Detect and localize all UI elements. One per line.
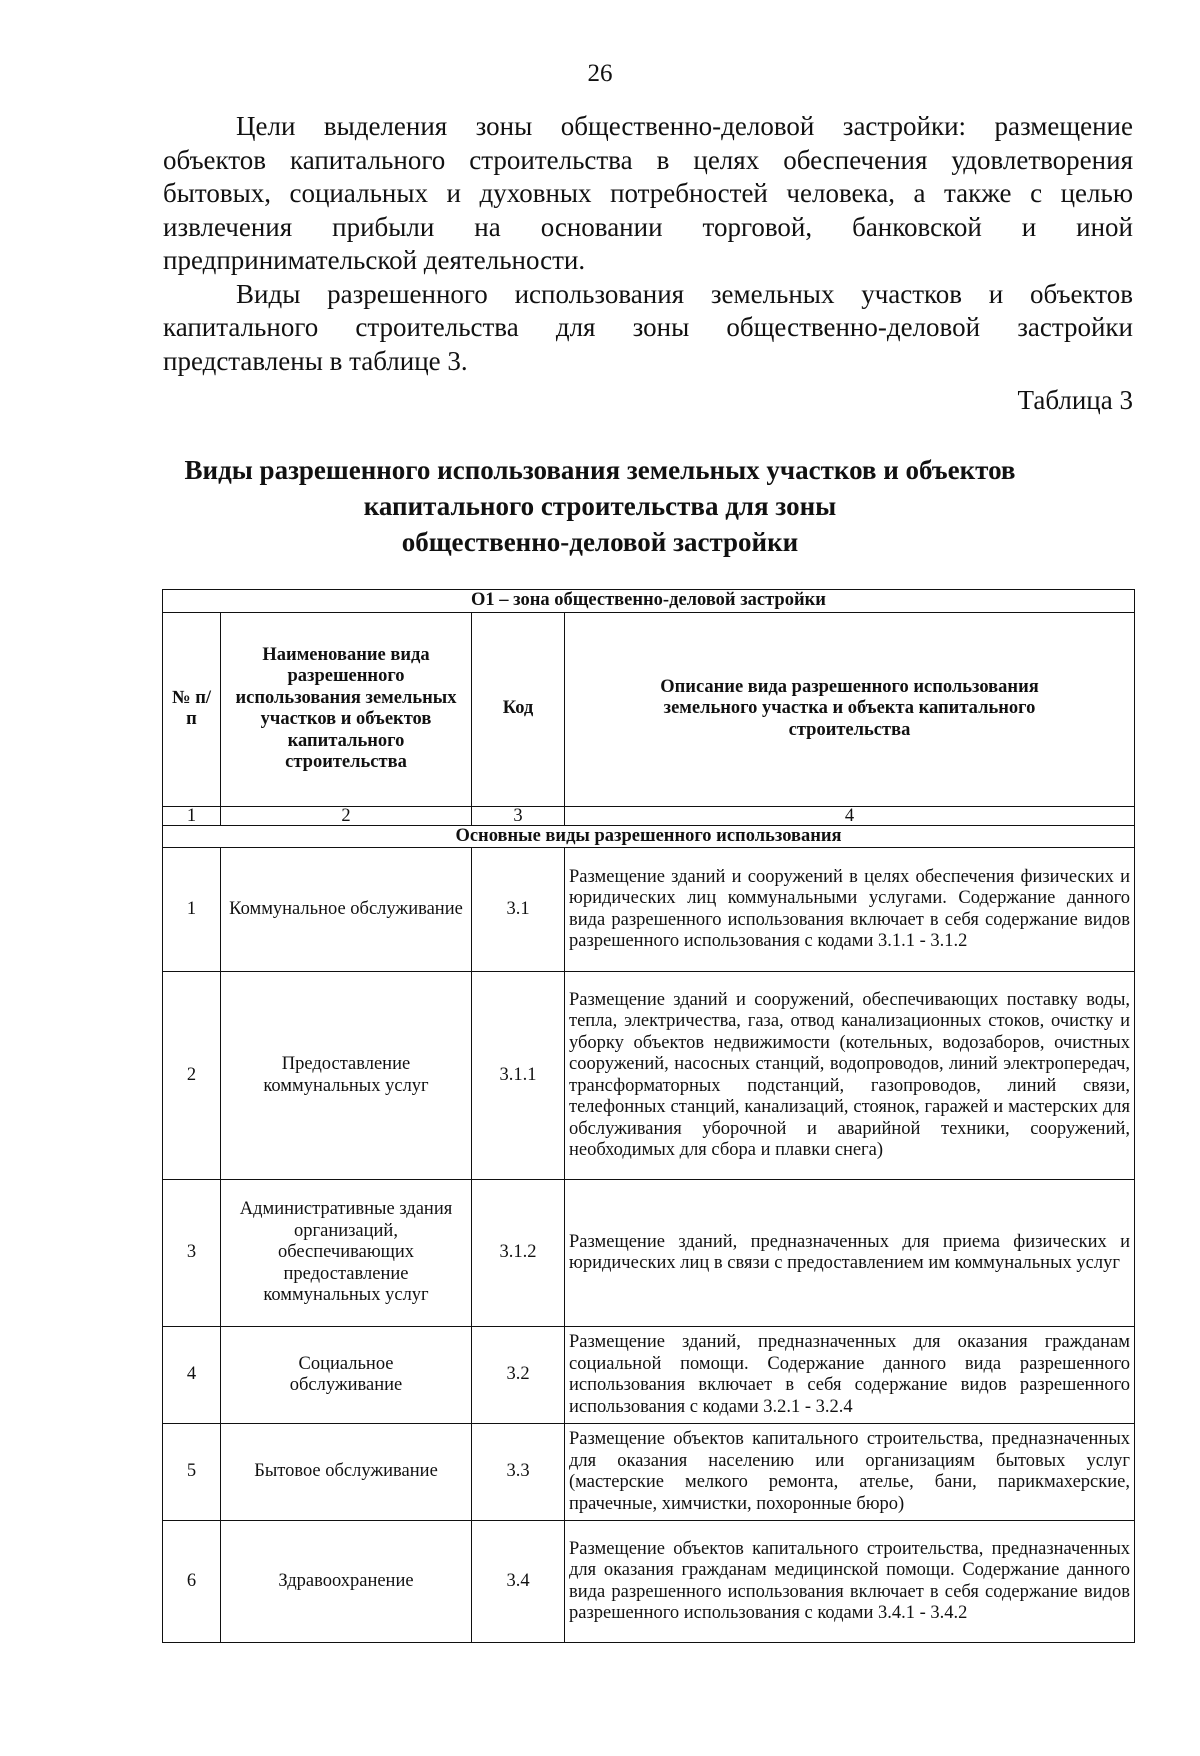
header-code: Код [472,612,565,806]
row-desc: Размещение зданий и сооружений в целях обеспечения физических и юридических лиц коммунальными услугами. Содержание данного вида разрешенного использования включает в себя содержание видов разрешенного использования с кодами 3.1.1 - 3.1.2 [565,848,1135,972]
index-cell: 1 [163,806,221,825]
index-cell: 3 [472,806,565,825]
header-name: Наименование вида разрешенного использования земельных участков и объектов капитального строительства [221,612,472,806]
table-row [163,1180,1135,1327]
index-cell: 4 [565,806,1135,825]
row-name: Коммунальное обслуживание [221,848,472,972]
zone-header-cell: О1 – зона общественно-деловой застройки [163,590,1135,613]
table-title-line: Виды разрешенного использования земельных участков и объектов [184,455,1016,485]
row-desc: Размещение зданий, предназначенных для приема физических и юридических лиц в связи с предоставлением им коммунальных услуг [565,1180,1135,1327]
row-num: 6 [163,1521,221,1643]
table-title-line: капитального строительства для зоны [363,491,837,521]
row-code: 3.1.2 [472,1180,565,1327]
row-desc: Размещение объектов капитального строительства, предназначенных для оказания населению или организациям бытовых услуг (мастерские мелкого ремонта, ателье, бани, парикмахерские, прачечные, химчистки, похоронные бюро) [565,1424,1135,1521]
table-row [163,848,1135,972]
section-header-cell: Основные виды разрешенного использования [163,825,1135,848]
row-name: Здравоохранение [221,1521,472,1643]
row-num: 5 [163,1424,221,1521]
paragraph-goals: Цели выделения зоны общественно-деловой застройки: размещение объектов капитального строительства в целях обеспечения удовлетворения бытовых, социальных и духовных потребностей человека, а также с целью извлечения прибыли на основании торговой, банковской и иной предпринимательской деятельности. [163,111,1133,275]
row-code: 3.2 [472,1327,565,1424]
paragraph-table-intro: Виды разрешенного использования земельных участков и объектов капитального строительства для зоны общественно-деловой застройки представлены в таблице 3. [163,278,1133,376]
header-desc: Описание вида разрешенного использования земельного участка и объекта капитального строительства [565,612,1135,806]
zone-header-row [163,590,1135,613]
table-title [150,452,1050,560]
row-name: Социальное обслуживание [221,1327,472,1424]
table-title-line: общественно-деловой застройки [401,527,799,557]
row-name: Административные здания организаций, обеспечивающих предоставление коммунальных услуг [221,1180,472,1327]
row-code: 3.1.1 [472,972,565,1180]
section-header-row [163,825,1135,848]
column-header-row [163,612,1135,806]
row-num: 3 [163,1180,221,1327]
header-num: № п/п [163,612,221,806]
body-text [163,110,1133,378]
row-desc: Размещение объектов капитального строительства, предназначенных для оказания гражданам медицинской помощи. Содержание данного вида разрешенного использования включает в себя содержание видов разрешенного использования с кодами 3.4.1 - 3.4.2 [565,1521,1135,1643]
row-num: 1 [163,848,221,972]
row-code: 3.1 [472,848,565,972]
land-use-table [162,589,1135,1643]
row-desc: Размещение зданий и сооружений, обеспечивающих поставку воды, тепла, электричества, газа, отвод канализационных стоков, очистку и уборку объектов недвижимости (котельных, водозаборов, очистных сооружений, насосных станций, водопроводов, линий электропередач, трансформаторных подстанций, газопроводов, линий связи, телефонных станций, канализаций, стоянок, гаражей и мастерских для обслуживания уборочной и аварийной техники, сооружений, необходимых для сбора и плавки снега) [565,972,1135,1180]
table-row [163,1521,1135,1643]
row-num: 2 [163,972,221,1180]
row-code: 3.4 [472,1521,565,1643]
table-caption: Таблица 3 [1017,385,1133,415]
row-name: Предоставление коммунальных услуг [221,972,472,1180]
row-num: 4 [163,1327,221,1424]
page-number: 26 [587,60,613,87]
table-row [163,972,1135,1180]
table-row [163,1424,1135,1521]
table-row [163,1327,1135,1424]
index-cell: 2 [221,806,472,825]
column-index-row [163,806,1135,825]
row-name: Бытовое обслуживание [221,1424,472,1521]
row-desc: Размещение зданий, предназначенных для оказания гражданам социальной помощи. Содержание данного вида разрешенного использования включает в себя содержание видов разрешенного использования с кодами 3.2.1 - 3.2.4 [565,1327,1135,1424]
row-code: 3.3 [472,1424,565,1521]
